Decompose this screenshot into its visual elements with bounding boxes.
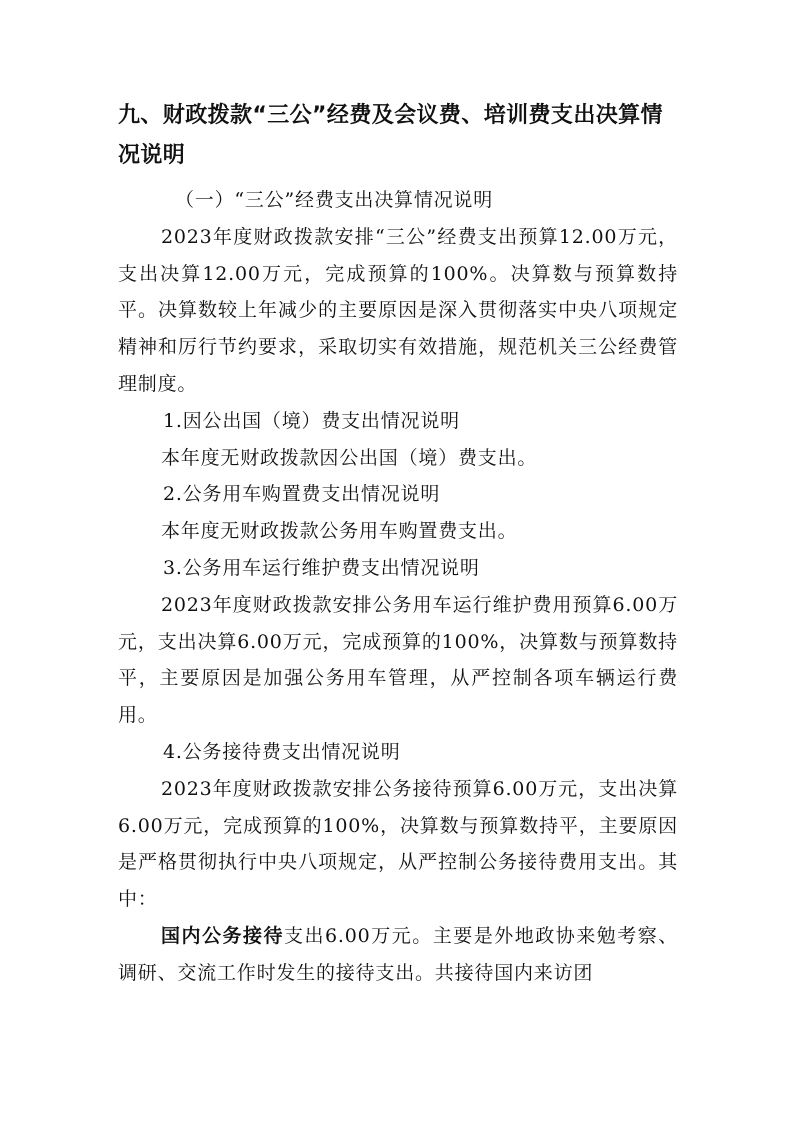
subsection-title: （一）“三公”经费支出决算情况说明 (175, 189, 494, 211)
item-4-title: 4.公务接待费支出情况说明 (163, 740, 401, 763)
domestic-reception-body: 支出6.00万元。主要是外地政协来勉考察、调研、交流工作时发生的接待支出。共接待国内来访团 (118, 924, 678, 984)
item-4-body: 2023年度财政拨款安排公务接待预算6.00万元，支出决算6.00万元，完成预算的100%，决算数与预算数持平，主要原因是严格贯彻执行中央八项规定，从严控制公务接待费用支出。其中： (118, 777, 678, 911)
item-3-body: 2023年度财政拨款安排公务用车运行维护费用预算6.00万元，支出决算6.00万元，完成预算的100%，决算数与预算数持平，主要原因是加强公务用车管理，从严控制各项车辆运行费用。 (118, 593, 678, 727)
domestic-reception-paragraph (118, 918, 678, 992)
item-2-body: 本年度无财政拨款公务用车购置费支出。 (161, 520, 518, 543)
item-3-title: 3.公务用车运行维护费支出情况说明 (163, 556, 480, 579)
section-title: 九、财政拨款“三公”经费及会议费、培训费支出决算情况说明 (118, 103, 663, 168)
intro-paragraph: 2023年度财政拨款安排“三公”经费支出预算12.00万元，支出决算12.00万元，完成预算的100%。决算数与预算数持平。决算数较上年减少的主要原因是深入贯彻落实中央八项规定精神和厉行节约要求，采取切实有效措施，规范机关三公经费管理制度。 (118, 225, 678, 395)
item-1-title: 1.因公出国（境）费支出情况说明 (163, 409, 460, 432)
domestic-reception-lead: 国内公务接待 (161, 924, 284, 947)
item-2-title: 2.公务用车购置费支出情况说明 (163, 483, 441, 506)
document-content (118, 96, 678, 992)
item-1-body: 本年度无财政拨款因公出国（境）费支出。 (161, 446, 538, 469)
